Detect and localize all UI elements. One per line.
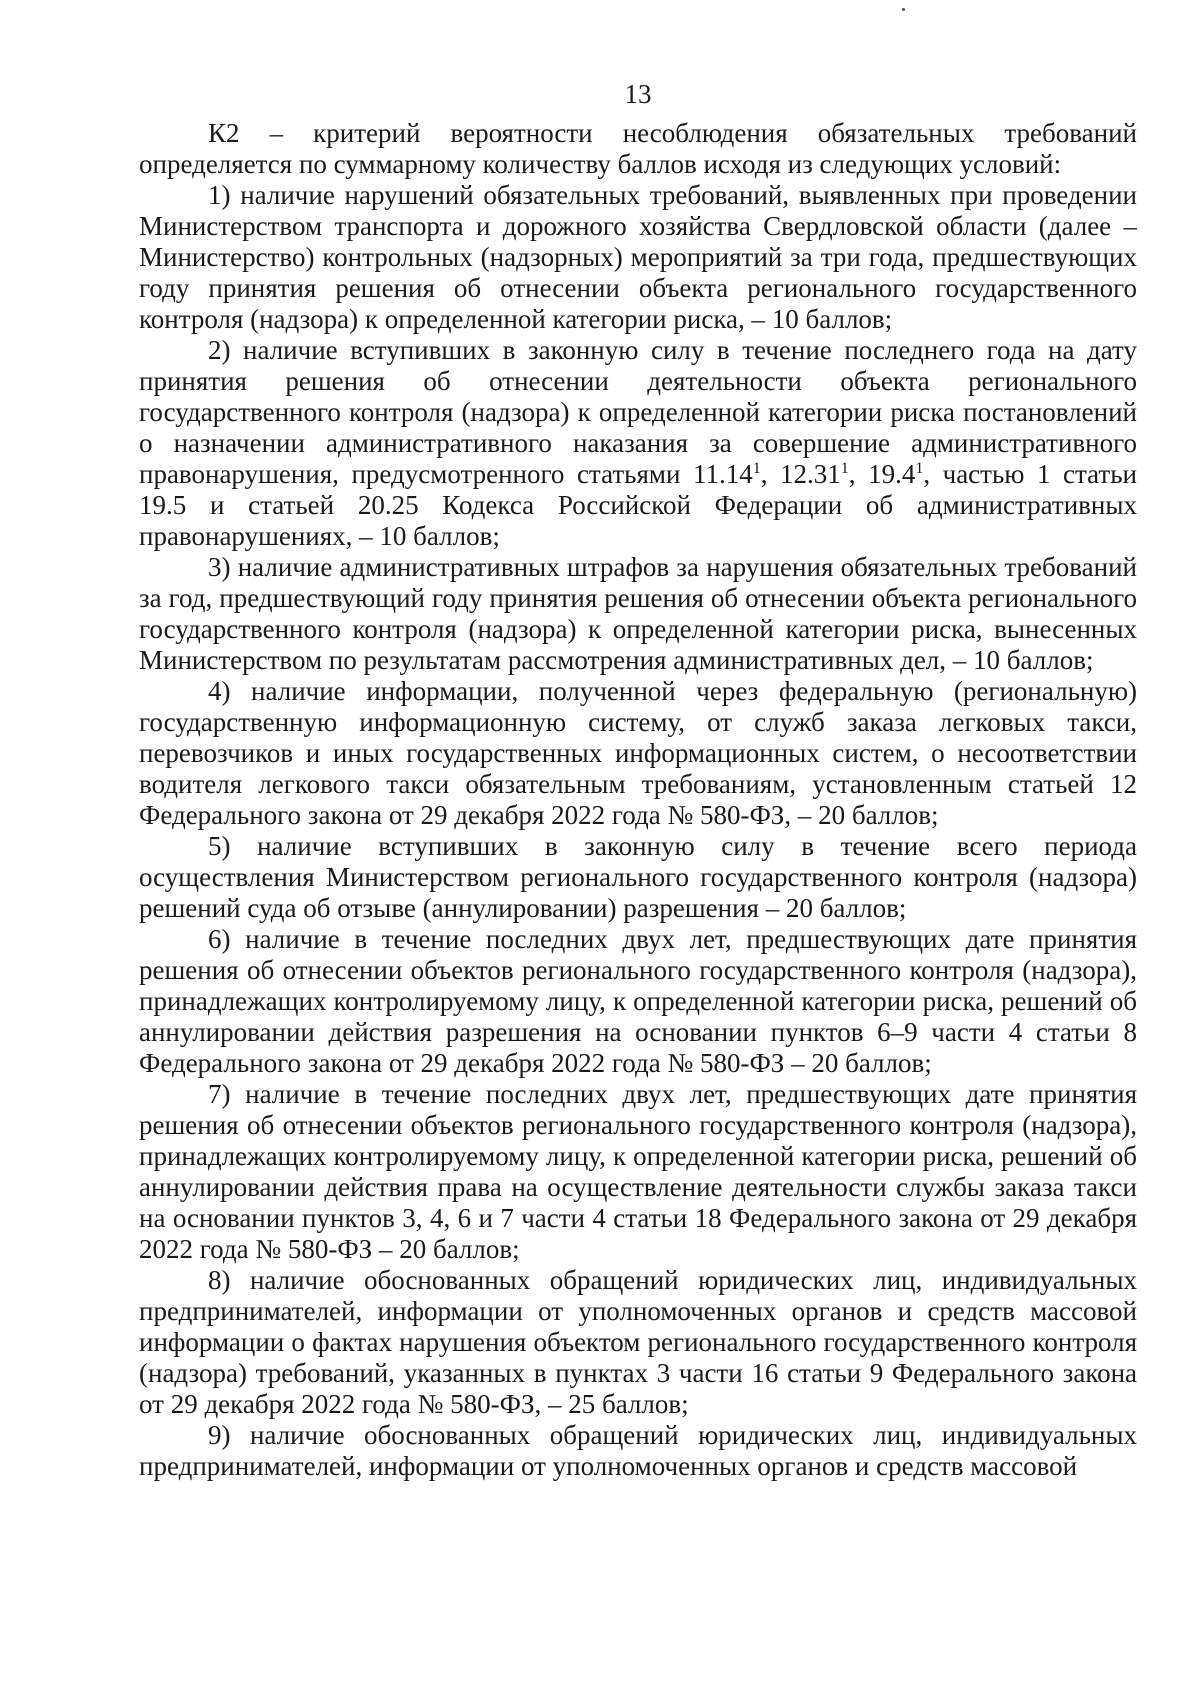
- superscript: 1: [915, 460, 924, 477]
- list-item-5: 5) наличие вступивших в законную силу в течение всего периода осуществления Министерством регионального государственного контроля (надзора) решений суда об отзыве (аннулировании) разрешения – 20 баллов;: [139, 831, 1137, 923]
- scan-speck: [902, 8, 905, 11]
- list-item-8: 8) наличие обоснованных обращений юридических лиц, индивидуальных предпринимателей, информации от уполномоченных органов и средств массовой информации о фактах нарушения объектом регионального государственного контроля (надзора) требований, указанных в пунктах 3 части 16 статьи 9 Федерального закона от 29 декабря 2022 года № 580-ФЗ, – 25 баллов;: [139, 1265, 1137, 1419]
- paragraph-k2-intro: К2 – критерий вероятности несоблюдения обязательных требований определяется по суммарному количеству баллов исходя из следующих условий:: [139, 118, 1137, 179]
- list-item-2-text-a: 2) наличие вступивших в законную силу в течение последнего года на дату принятия решения об отнесении деятельности объекта регионального государственного контроля (надзора) к определенной категории риска постановлений о назначении административного наказания за совершение административного правонарушения, предусмотренного статьями 11.14: [139, 335, 1137, 489]
- list-item-6: 6) наличие в течение последних двух лет, предшествующих дате принятия решения об отнесении объектов регионального государственного контроля (надзора), принадлежащих контролируемому лицу, к определенной категории риска, решений об аннулировании действия разрешения на основании пунктов 6–9 части 4 статьи 8 Федерального закона от 29 декабря 2022 года № 580-ФЗ – 20 баллов;: [139, 924, 1137, 1078]
- list-item-3: 3) наличие административных штрафов за нарушения обязательных требований за год, предшествующий году принятия решения об отнесении объекта регионального государственного контроля (надзора) к определенной категории риска, вынесенных Министерством по результатам рассмотрения административных дел, – 10 баллов;: [139, 552, 1137, 675]
- list-item-2: [139, 335, 1137, 552]
- list-item-2-text-d: , частью 1 статьи 19.5 и статьей 20.25 Кодекса Российской Федерации об административных правонарушениях, – 10 баллов;: [139, 459, 1137, 551]
- list-item-2-text-c: , 19.4: [848, 459, 916, 489]
- list-item-4: 4) наличие информации, полученной через федеральную (региональную) государственную информационную систему, от служб заказа легковых такси, перевозчиков и иных государственных информационных систем, о несоответствии водителя легкового такси обязательным требованиям, установленным статьей 12 Федерального закона от 29 декабря 2022 года № 580-ФЗ, – 20 баллов;: [139, 676, 1137, 830]
- list-item-1: 1) наличие нарушений обязательных требований, выявленных при проведении Министерством транспорта и дорожного хозяйства Свердловской области (далее – Министерство) контрольных (надзорных) мероприятий за три года, предшествующих году принятия решения об отнесении объекта регионального государственного контроля (надзора) к определенной категории риска, – 10 баллов;: [139, 180, 1137, 334]
- list-item-7: 7) наличие в течение последних двух лет, предшествующих дате принятия решения об отнесении объектов регионального государственного контроля (надзора), принадлежащих контролируемому лицу, к определенной категории риска, решений об аннулировании действия права на осуществление деятельности службы заказа такси на основании пунктов 3, 4, 6 и 7 части 4 статьи 18 Федерального закона от 29 декабря 2022 года № 580-ФЗ – 20 баллов;: [139, 1079, 1137, 1264]
- list-item-2-text-b: , 12.31: [760, 459, 841, 489]
- document-body: [139, 118, 1137, 1482]
- page-number: 13: [624, 79, 652, 109]
- superscript: 1: [752, 460, 761, 477]
- list-item-9: 9) наличие обоснованных обращений юридических лиц, индивидуальных предпринимателей, информации от уполномоченных органов и средств массовой: [139, 1420, 1137, 1481]
- superscript: 1: [840, 460, 849, 477]
